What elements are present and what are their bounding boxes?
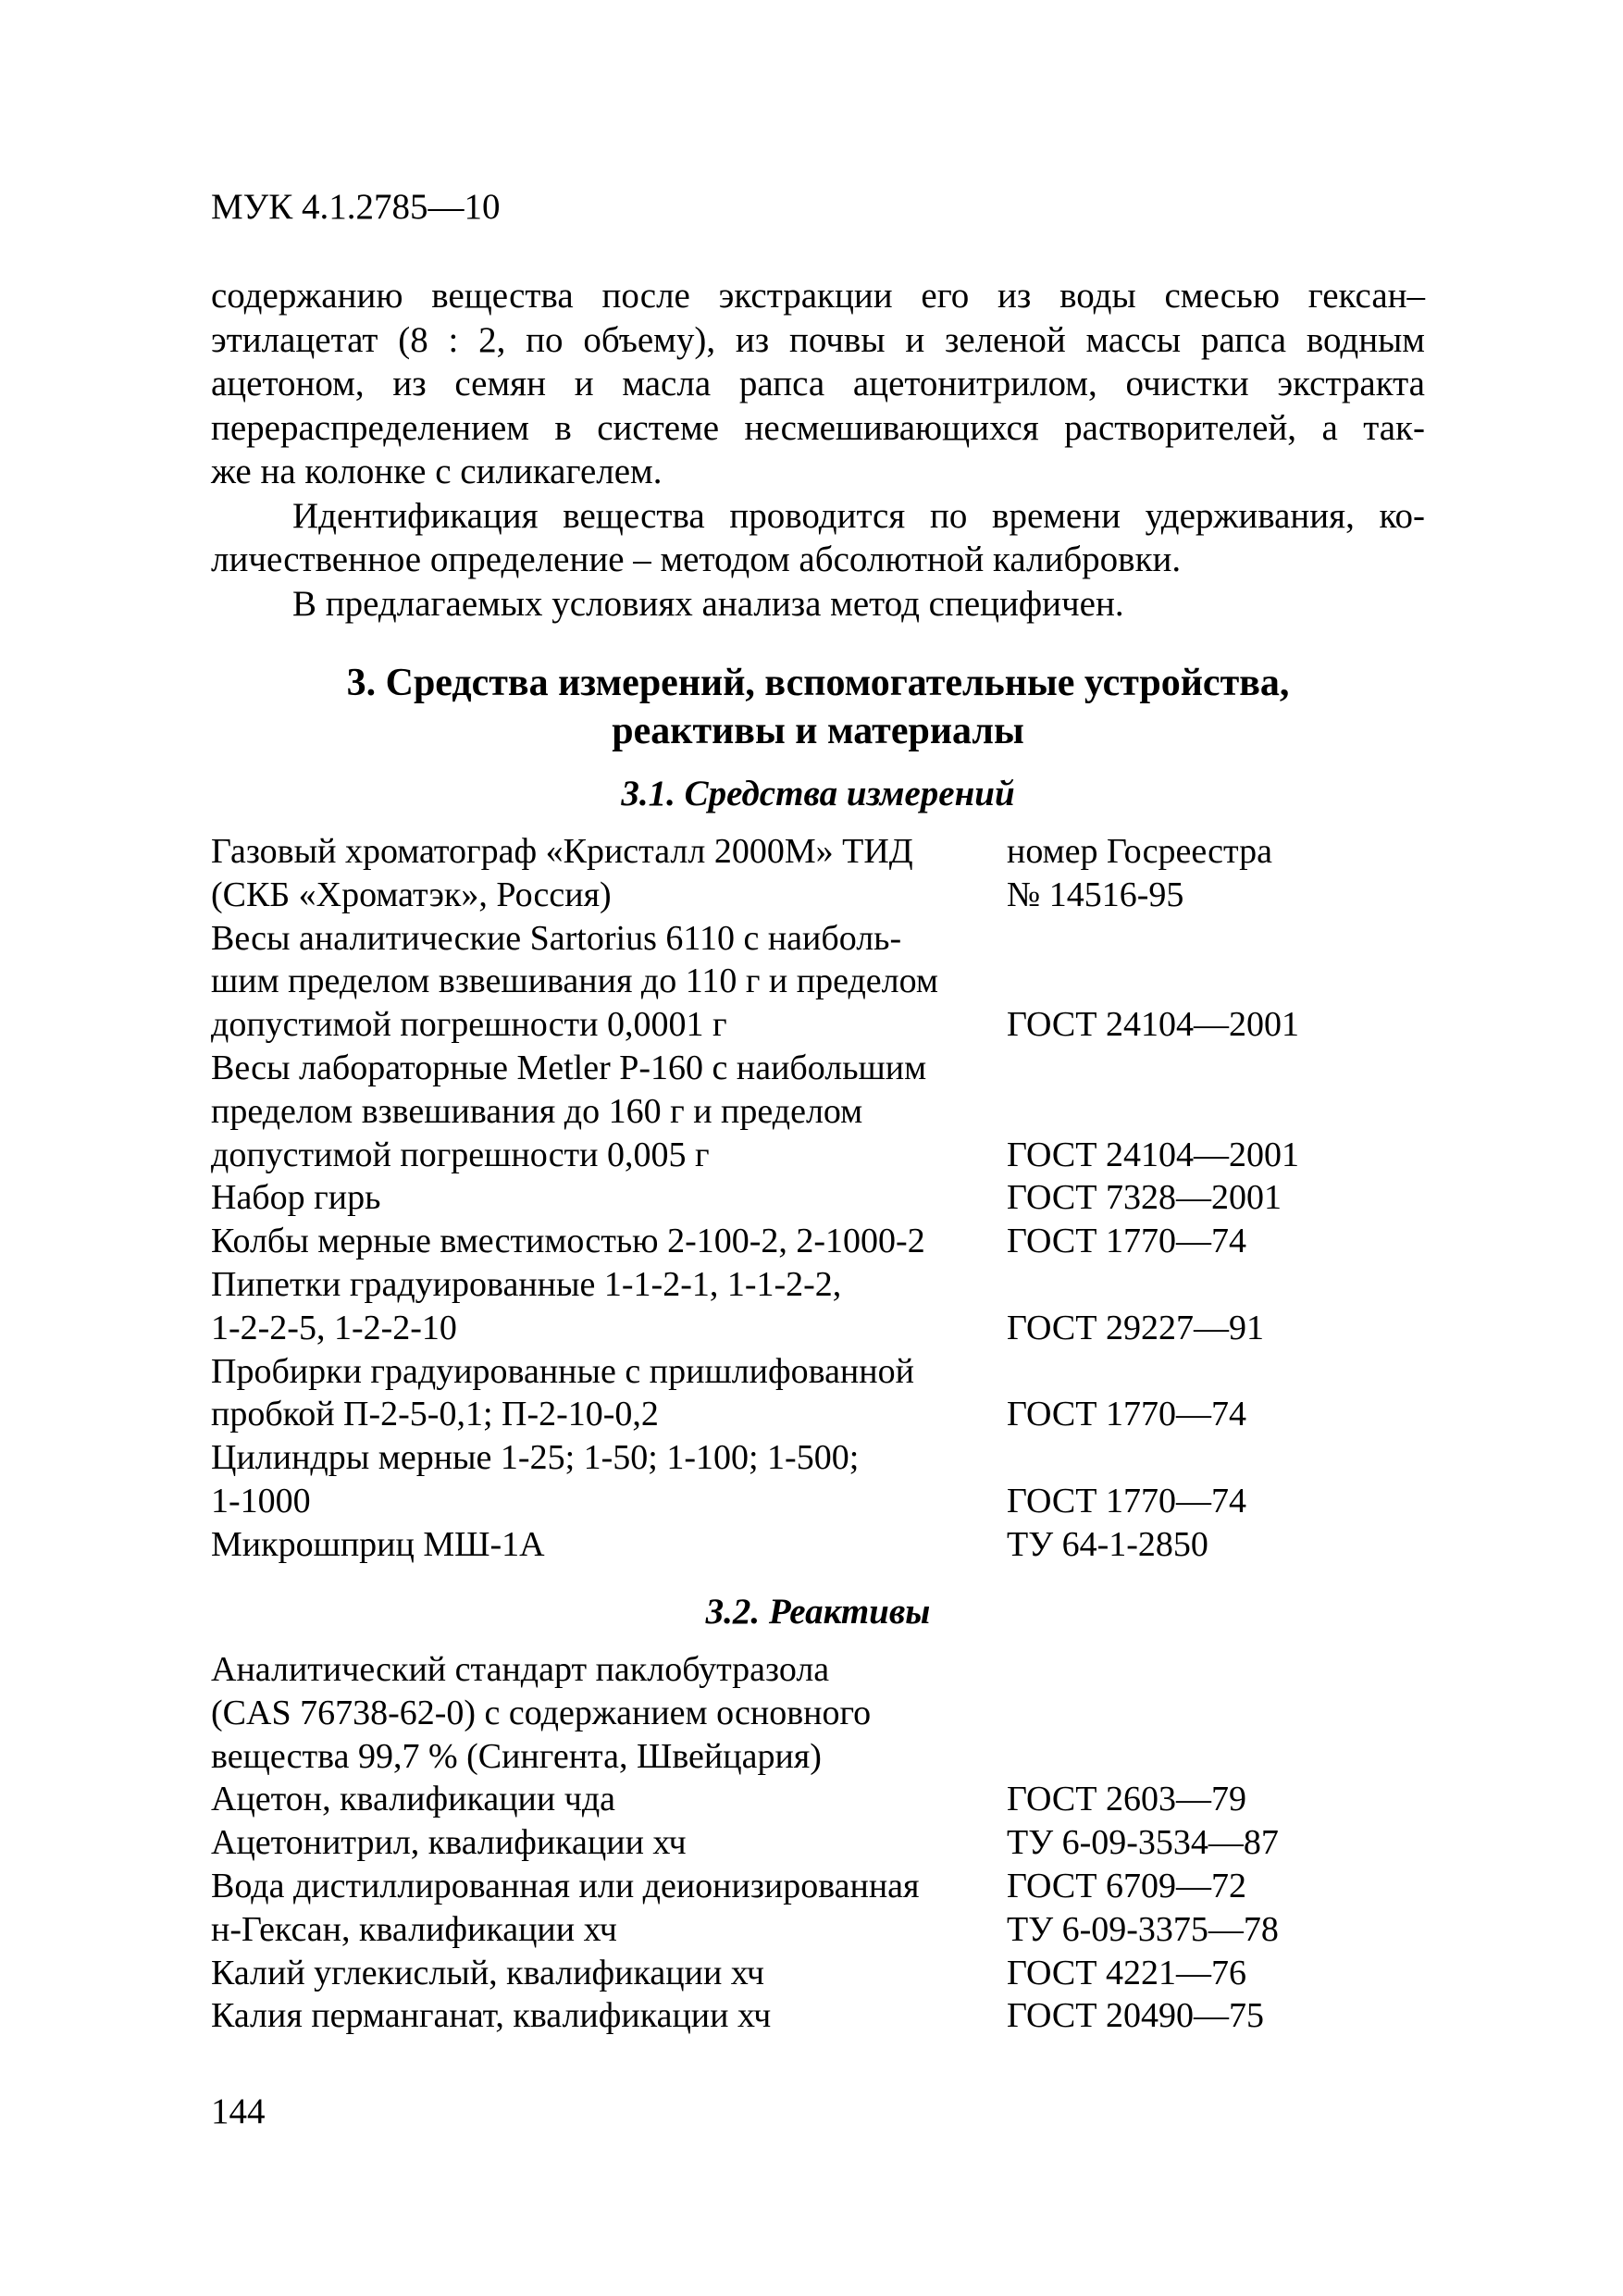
item-name-line: Колбы мерные вместимостью 2-100-2, 2-1000-2 [211, 1222, 925, 1261]
item-standard [1007, 1865, 1425, 1908]
text-line: ацетоном, из семян и масла рапса ацетонитрилом, очистки экстракта [211, 364, 1425, 403]
item-name-line: вещества 99,7 % (Сингента, Швейцария) [211, 1736, 822, 1776]
item-name-line: н-Гексан, квалификации хч [211, 1909, 617, 1949]
item-standard-line: ТУ 64-1-2850 [1007, 1524, 1208, 1564]
identification-paragraph [211, 494, 1425, 582]
item-name-line: Калия перманганат, квалификации хч [211, 1996, 772, 2036]
subsection-title-measurement: 3.1. Средства измерений [621, 774, 1015, 813]
item-name [211, 917, 1007, 1047]
item-name-line: 1-2-2-5, 1-2-2-10 [211, 1308, 457, 1347]
list-item [211, 917, 1425, 1047]
item-name-line: Газовый хроматограф «Кристалл 2000М» ТИД [211, 832, 913, 871]
list-item [211, 1220, 1425, 1263]
section-title-line: реактивы и материалы [612, 710, 1024, 752]
list-item [211, 830, 1425, 917]
item-name [211, 1994, 1007, 2038]
specificity-paragraph [211, 582, 1425, 627]
item-standard [1007, 830, 1425, 917]
item-name-line: Калий углекислый, квалификации хч [211, 1953, 764, 1992]
page-number: 144 [211, 2091, 266, 2131]
item-standard [1007, 1952, 1425, 1995]
item-standard-line: ГОСТ 24104—2001 [1007, 1005, 1299, 1045]
item-name [211, 1952, 1007, 1995]
item-standard-line: ГОСТ 20490—75 [1007, 1996, 1264, 2036]
item-name [211, 830, 1007, 917]
item-name-line: допустимой погрешности 0,0001 г [211, 1005, 727, 1045]
item-standard-line: ГОСТ 6709—72 [1007, 1866, 1246, 1905]
item-name [211, 1778, 1007, 1821]
list-item [211, 1176, 1425, 1220]
list-item [211, 1648, 1425, 1778]
item-standard-line: ТУ 6-09-3375—78 [1007, 1909, 1279, 1949]
item-standard [1007, 1821, 1425, 1865]
item-standard [1007, 1134, 1425, 1177]
item-name [211, 1865, 1007, 1908]
item-name-line: (СКБ «Хроматэк», Россия) [211, 875, 612, 914]
list-item [211, 1350, 1425, 1437]
reagents-list [211, 1648, 1425, 2038]
item-standard [1007, 1994, 1425, 2038]
running-head: МУК 4.1.2785—10 [211, 187, 501, 227]
item-name-line: Цилиндры мерные 1-25; 1-50; 1-100; 1-500; [211, 1438, 860, 1478]
item-name [211, 1350, 1007, 1437]
list-item [211, 1821, 1425, 1865]
item-name-line: Ацетонитрил, квалификации хч [211, 1823, 687, 1863]
list-item [211, 1952, 1425, 1995]
body-text [211, 274, 1425, 626]
section-title-line: 3. Средства измерений, вспомогательные устройства, [346, 662, 1290, 704]
item-name [211, 1263, 1007, 1350]
item-name-line: Пипетки градуированные 1-1-2-1, 1-1-2-2, [211, 1264, 842, 1304]
text-line: личественное определение – методом абсолютной калибровки. [211, 540, 1182, 579]
item-name-line: Пробирки градуированные с пришлифованной [211, 1351, 914, 1391]
list-item [211, 1778, 1425, 1821]
list-item [211, 1908, 1425, 1952]
item-name [211, 1908, 1007, 1952]
text-line: этилацетат (8 : 2, по объему), из почвы и зеленой массы рапса водным [211, 319, 1425, 360]
list-item [211, 1865, 1425, 1908]
item-standard [1007, 1393, 1425, 1436]
item-name-line: Весы аналитические Sartorius 6110 с наиболь- [211, 918, 902, 958]
subsection-title-reagents: 3.2. Реактивы [705, 1592, 931, 1632]
item-name-line: Аналитический стандарт паклобутразола [211, 1650, 830, 1689]
item-standard-line: ГОСТ 1770—74 [1007, 1222, 1246, 1261]
item-standard [1007, 1220, 1425, 1263]
item-standard-line: номер Госреестра [1007, 832, 1272, 871]
text-line: перераспределением в системе несмешивающихся растворителей, а так- [211, 407, 1425, 448]
measurement-list [211, 830, 1425, 1567]
item-name [211, 1436, 1007, 1523]
item-name-line: допустимой погрешности 0,005 г [211, 1135, 710, 1174]
text-line: В предлагаемых условиях анализа метод специфичен. [292, 583, 1124, 624]
item-name [211, 1047, 1007, 1176]
item-standard [1007, 1908, 1425, 1952]
item-name-line: (CAS 76738-62-0) с содержанием основного [211, 1693, 872, 1732]
item-name-line: шим пределом взвешивания до 110 г и пределом [211, 962, 938, 1001]
item-standard [1007, 1523, 1425, 1567]
item-name-line: пределом взвешивания до 160 г и пределом [211, 1091, 863, 1131]
item-standard-line: ГОСТ 1770—74 [1007, 1481, 1246, 1520]
item-name-line: Ацетон, квалификации чда [211, 1780, 616, 1819]
item-standard [1007, 1176, 1425, 1220]
item-standard-line: ТУ 6-09-3534—87 [1007, 1823, 1279, 1863]
text-line: же на колонке с силикагелем. [211, 452, 663, 491]
item-name-line: 1-1000 [211, 1481, 311, 1520]
item-name [211, 1648, 1007, 1778]
list-item [211, 1994, 1425, 2038]
item-name-line: Весы лабораторные Metler P-160 с наибольшим [211, 1048, 927, 1087]
item-standard-line: № 14516-95 [1007, 875, 1184, 914]
item-standard [1007, 1003, 1425, 1047]
list-item [211, 1263, 1425, 1350]
item-standard [1007, 1480, 1425, 1523]
list-item [211, 1436, 1425, 1523]
item-standard-line: ГОСТ 1770—74 [1007, 1395, 1246, 1434]
list-item [211, 1047, 1425, 1176]
item-standard-line: ГОСТ 29227—91 [1007, 1308, 1264, 1347]
item-name-line: пробкой П-2-5-0,1; П-2-10-0,2 [211, 1395, 659, 1434]
item-name-line: Вода дистиллированная или деионизированная [211, 1866, 920, 1905]
item-standard-line: ГОСТ 4221—76 [1007, 1953, 1246, 1992]
item-name-line: Микрошприц МШ-1А [211, 1524, 545, 1564]
section-title [211, 659, 1425, 755]
item-name [211, 1220, 1007, 1263]
item-name [211, 1176, 1007, 1220]
intro-paragraph [211, 274, 1425, 494]
item-standard-line: ГОСТ 24104—2001 [1007, 1135, 1299, 1174]
item-standard [1007, 1778, 1425, 1821]
item-name [211, 1821, 1007, 1865]
text-line: содержанию вещества после экстракции его из воды смесью гексан– [211, 276, 1425, 316]
item-standard-line: ГОСТ 7328—2001 [1007, 1178, 1282, 1218]
item-name [211, 1523, 1007, 1567]
item-standard [1007, 1307, 1425, 1350]
text-line: Идентификация вещества проводится по времени удерживания, ко- [292, 495, 1425, 536]
list-item [211, 1523, 1425, 1567]
item-standard-line: ГОСТ 2603—79 [1007, 1780, 1246, 1819]
item-name-line: Набор гирь [211, 1178, 381, 1218]
